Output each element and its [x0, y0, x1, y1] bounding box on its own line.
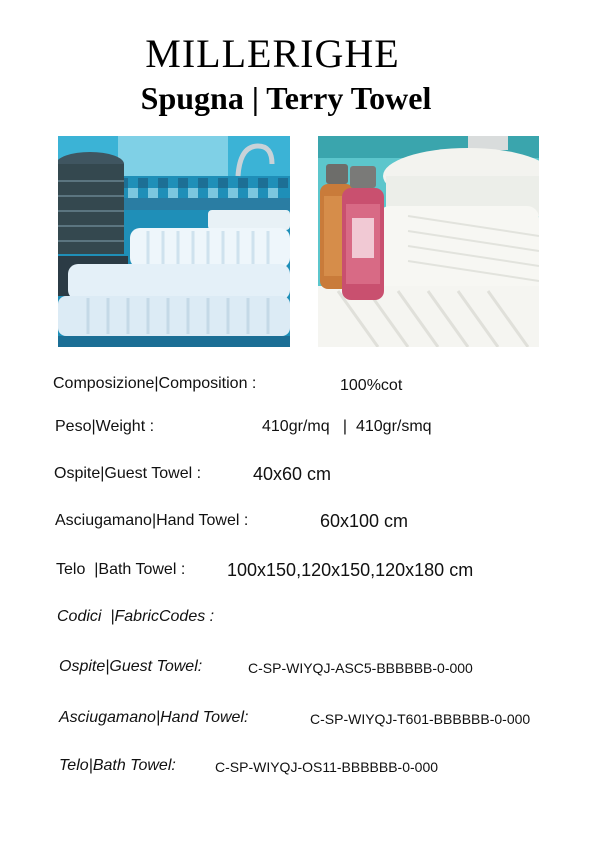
bath-code-label: Telo|Bath Towel:	[59, 757, 176, 774]
codes-heading: Codici |FabricCodes :	[57, 608, 215, 625]
toiletries-towel-photo	[318, 136, 539, 347]
composition-value: 100%cot	[340, 377, 403, 394]
bath-code-value: C-SP-WIYQJ-OS11-BBBBBB-0-000	[215, 759, 439, 775]
weight-label: Peso|Weight :	[55, 418, 155, 435]
guest-size-value: 40x60 cm	[253, 464, 332, 484]
guest-code-value: C-SP-WIYQJ-ASC5-BBBBBB-0-000	[248, 660, 473, 676]
brand-title: MILLERIGHE	[145, 31, 400, 76]
guest-code-label: Ospite|Guest Towel:	[59, 658, 203, 675]
guest-size-label: Ospite|Guest Towel :	[54, 465, 202, 482]
hand-size-value: 60x100 cm	[320, 511, 409, 531]
weight-value: 410gr/mq | 410gr/smq	[262, 418, 432, 435]
hand-code-label: Asciugamano|Hand Towel:	[59, 709, 249, 726]
composition-label: Composizione|Composition :	[53, 375, 257, 392]
bath-size-value: 100x150,120x150,120x180 cm	[227, 560, 474, 580]
bathroom-towels-photo	[58, 136, 290, 347]
product-subtitle: Spugna | Terry Towel	[140, 80, 432, 116]
hand-code-value: C-SP-WIYQJ-T601-BBBBBB-0-000	[310, 711, 531, 727]
bath-size-label: Telo |Bath Towel :	[56, 561, 186, 578]
hand-size-label: Asciugamano|Hand Towel :	[55, 512, 249, 529]
